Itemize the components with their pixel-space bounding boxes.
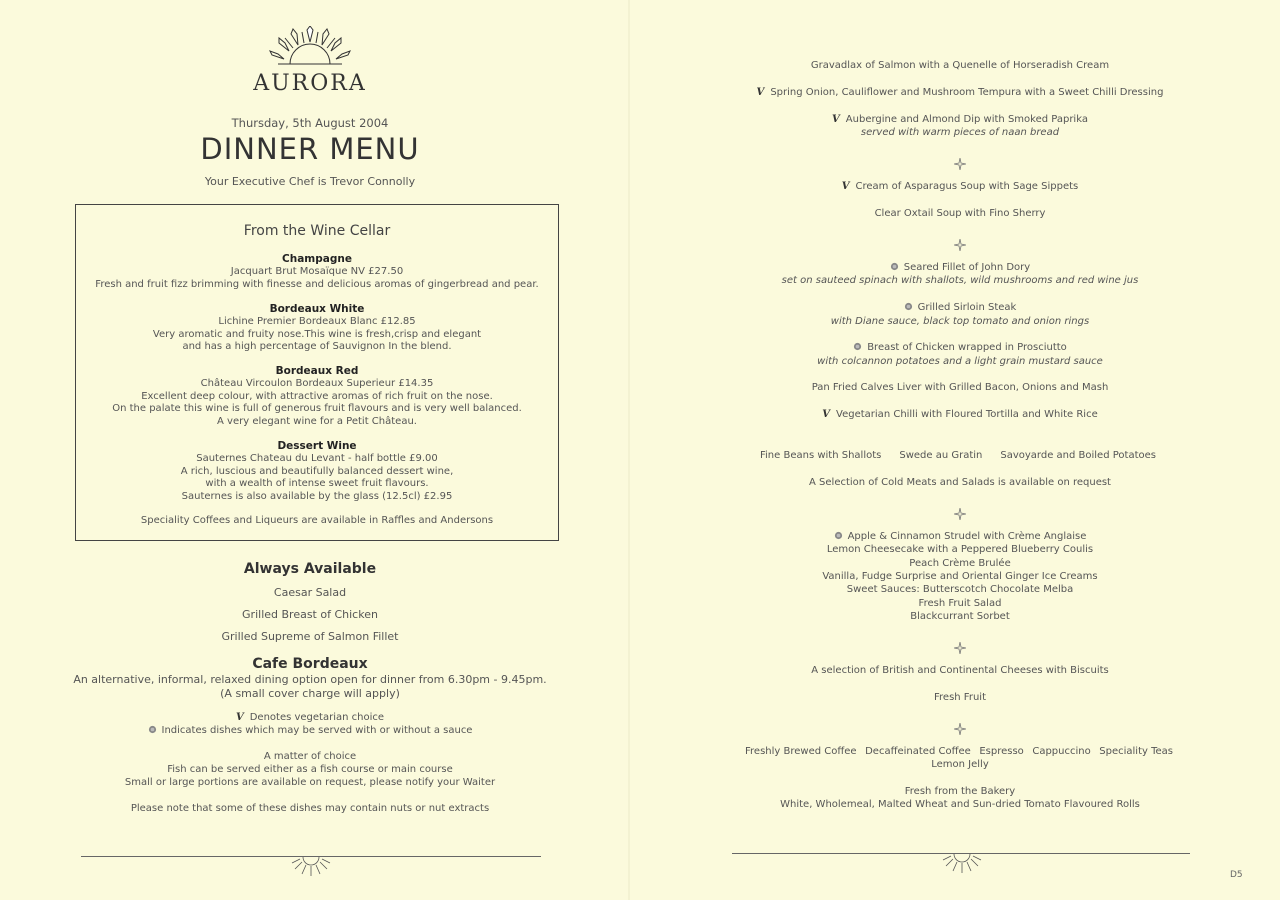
separator-4 [640,639,1280,658]
wine-line: Sauternes Chateau du Levant - half bottle £9.00 [196,453,438,464]
dessert-5: Sweet Sauces: Butterscotch Chocolate Melba [846,584,1074,595]
always-item-3: Grilled Supreme of Salmon Fillet [221,630,399,643]
starter-1: Gravadlax of Salmon with a Quenelle of Horseradish Cream [810,60,1110,71]
main-4: Pan Fried Calves Liver with Grilled Bacon, Onions and Mash [811,382,1109,393]
legend-veg [0,711,620,724]
page-code: D5 [1230,870,1243,880]
wine-line: Excellent deep colour, with attractive aromas of rich fruit on the nose. [141,390,493,402]
soup-1 [640,181,1280,192]
dessert-3: Peach Crème Brulée [909,558,1011,569]
wine-line: On the palate this wine is full of generous fruit flavours and is very well balanced. [112,403,522,415]
fresh-fruit-line: Fresh Fruit [934,692,986,703]
veg-symbol: V [822,409,831,420]
soup-2: Clear Oxtail Soup with Fino Sherry [874,208,1046,219]
cheese-line: A selection of British and Continental Cheeses with Biscuits [811,665,1109,676]
wine-cellar-title: From the Wine Cellar [243,223,391,239]
separator-1 [640,155,1280,174]
main-3-text: Breast of Chicken wrapped in Prosciutto [867,342,1067,353]
sun-ornament-icon [291,856,331,882]
menu-date: Thursday, 5th August 2004 [231,116,389,130]
starter-3-sub: served with warm pieces of naan bread [860,127,1060,138]
page-fold [628,0,630,900]
wine-section [76,303,558,354]
separator-5 [640,720,1280,739]
wine-line: A rich, luscious and beautifully balanced dessert wine, [180,465,454,477]
page-title: DINNER MENU [200,132,420,166]
sun-logo-icon [250,26,370,71]
main-1-text: Seared Fillet of John Dory [903,262,1031,273]
drink-2: Decaffeinated Coffee [865,746,971,757]
cafe-line-2: (A small cover charge will apply) [220,687,400,700]
always-available-heading: Always Available [243,561,377,577]
sauce-dot-icon [853,342,862,351]
drink-5: Speciality Teas [1099,746,1173,757]
brand-name: AURORA [253,71,367,96]
right-page [640,0,1280,900]
wine-cellar-box [75,204,559,541]
choice-line-1: A matter of choice [263,751,357,762]
sun-ornament-icon [942,853,982,879]
main-5-text: Vegetarian Chilli with Floured Tortilla and White Rice [836,409,1098,420]
wine-line: with a wealth of intense sweet fruit flavours. [205,478,429,490]
bakery-heading: Fresh from the Bakery [904,786,1016,797]
separator-3 [640,505,1280,524]
sauce-dot-icon [148,725,157,734]
wine-line: Fresh and fruit fizz brimming with finesse and delicious aromas of gingerbread and pear. [95,278,539,290]
legend-sauce-text: Indicates dishes which may be served with or without a sauce [161,725,473,736]
wine-line: Very aromatic and fruity nose.This wine is fresh,crisp and elegant [152,328,482,340]
starter-3 [640,114,1280,125]
chef-line: Your Executive Chef is Trevor Connolly [204,175,416,188]
main-2 [640,302,1280,313]
wine-section-heading: Dessert Wine [277,440,357,452]
wine-line: Jacquart Brut Mosaïque NV £27.50 [230,266,404,277]
dessert-1-text: Apple & Cinnamon Strudel with Crème Anglaise [847,531,1087,542]
wine-line: and has a high percentage of Sauvignon In the blend. [182,341,452,353]
main-1 [640,262,1280,273]
wine-section-heading: Bordeaux White [269,303,365,315]
dessert-4: Vanilla, Fudge Surprise and Oriental Ginger Ice Creams [822,571,1098,582]
wine-line: Sauternes is also available by the glass (12.5cl) £2.95 [181,490,453,502]
starter-2-text: Spring Onion, Cauliflower and Mushroom Tempura with a Sweet Chilli Dressing [770,87,1164,98]
side-3: Savoyarde and Boiled Potatoes [1000,450,1156,461]
wine-line: A very elegant wine for a Petit Château. [217,415,417,427]
aurora-logo [250,26,370,98]
dessert-6: Fresh Fruit Salad [918,598,1002,609]
main-5 [640,409,1280,420]
main-3 [640,342,1280,353]
wine-section-heading: Bordeaux Red [275,365,359,377]
choice-line-2: Fish can be served either as a fish course or main course [167,764,453,775]
diamond-separator-icon [954,642,966,654]
drink-1: Freshly Brewed Coffee [745,746,857,757]
wine-section-heading: Champagne [282,253,352,265]
veg-symbol: V [756,87,765,98]
veg-symbol: V [235,712,244,723]
side-1: Fine Beans with Shallots [760,450,882,461]
side-2: Swede au Gratin [899,450,983,461]
dessert-2: Lemon Cheesecake with a Peppered Blueberry Coulis [826,544,1094,555]
legend-sauce [0,724,620,737]
main-2-sub: with Diane sauce, black top tomato and onion rings [830,316,1090,327]
always-item-1: Caesar Salad [273,586,347,599]
sauce-dot-icon [834,531,843,540]
sides-row [760,450,1156,461]
veg-symbol: V [841,181,850,192]
diamond-separator-icon [954,239,966,251]
nuts-notice: Please note that some of these dishes may contain nuts or nut extracts [130,803,490,814]
wine-section [76,365,558,428]
choice-line-3: Small or large portions are available on request, please notify your Waiter [124,777,496,788]
lemon-jelly: Lemon Jelly [931,759,989,770]
bakery-line: White, Wholemeal, Malted Wheat and Sun-dried Tomato Flavoured Rolls [780,799,1140,810]
sauce-dot-icon [904,302,913,311]
dessert-1 [640,531,1280,542]
legend-veg-text: Denotes vegetarian choice [249,712,385,723]
soup-1-text: Cream of Asparagus Soup with Sage Sippets [855,181,1079,192]
dessert-7: Blackcurrant Sorbet [910,611,1010,622]
main-3-sub: with colcannon potatoes and a light grain mustard sauce [817,356,1103,367]
wine-footer: Speciality Coffees and Liqueurs are available in Raffles and Andersons [140,515,494,526]
separator-2 [640,236,1280,255]
drink-4: Cappuccino [1032,746,1091,757]
veg-symbol: V [832,114,840,125]
main-1-sub: set on sauteed spinach with shallots, wild mushrooms and red wine jus [781,275,1139,286]
cafe-bordeaux-heading: Cafe Bordeaux [252,656,368,672]
starter-2 [640,87,1280,98]
left-page [0,0,620,900]
drinks-row [745,746,1173,757]
wine-section [76,440,558,503]
main-2-text: Grilled Sirloin Steak [917,302,1017,313]
diamond-separator-icon [954,158,966,170]
cafe-line-1: An alternative, informal, relaxed dining option open for dinner from 6.30pm - 9.45pm. [73,673,547,686]
sauce-dot-icon [890,262,899,271]
diamond-separator-icon [954,508,966,520]
wine-line: Château Vircoulon Bordeaux Superieur £14.35 [200,378,434,389]
wine-section [76,253,558,291]
wine-line: Lichine Premier Bordeaux Blanc £12.85 [218,316,416,327]
diamond-separator-icon [954,723,966,735]
starter-3-text: Aubergine and Almond Dip with Smoked Paprika [845,114,1088,125]
drink-3: Espresso [979,746,1024,757]
always-item-2: Grilled Breast of Chicken [242,608,378,621]
cold-meats-line: A Selection of Cold Meats and Salads is available on request [809,477,1111,488]
